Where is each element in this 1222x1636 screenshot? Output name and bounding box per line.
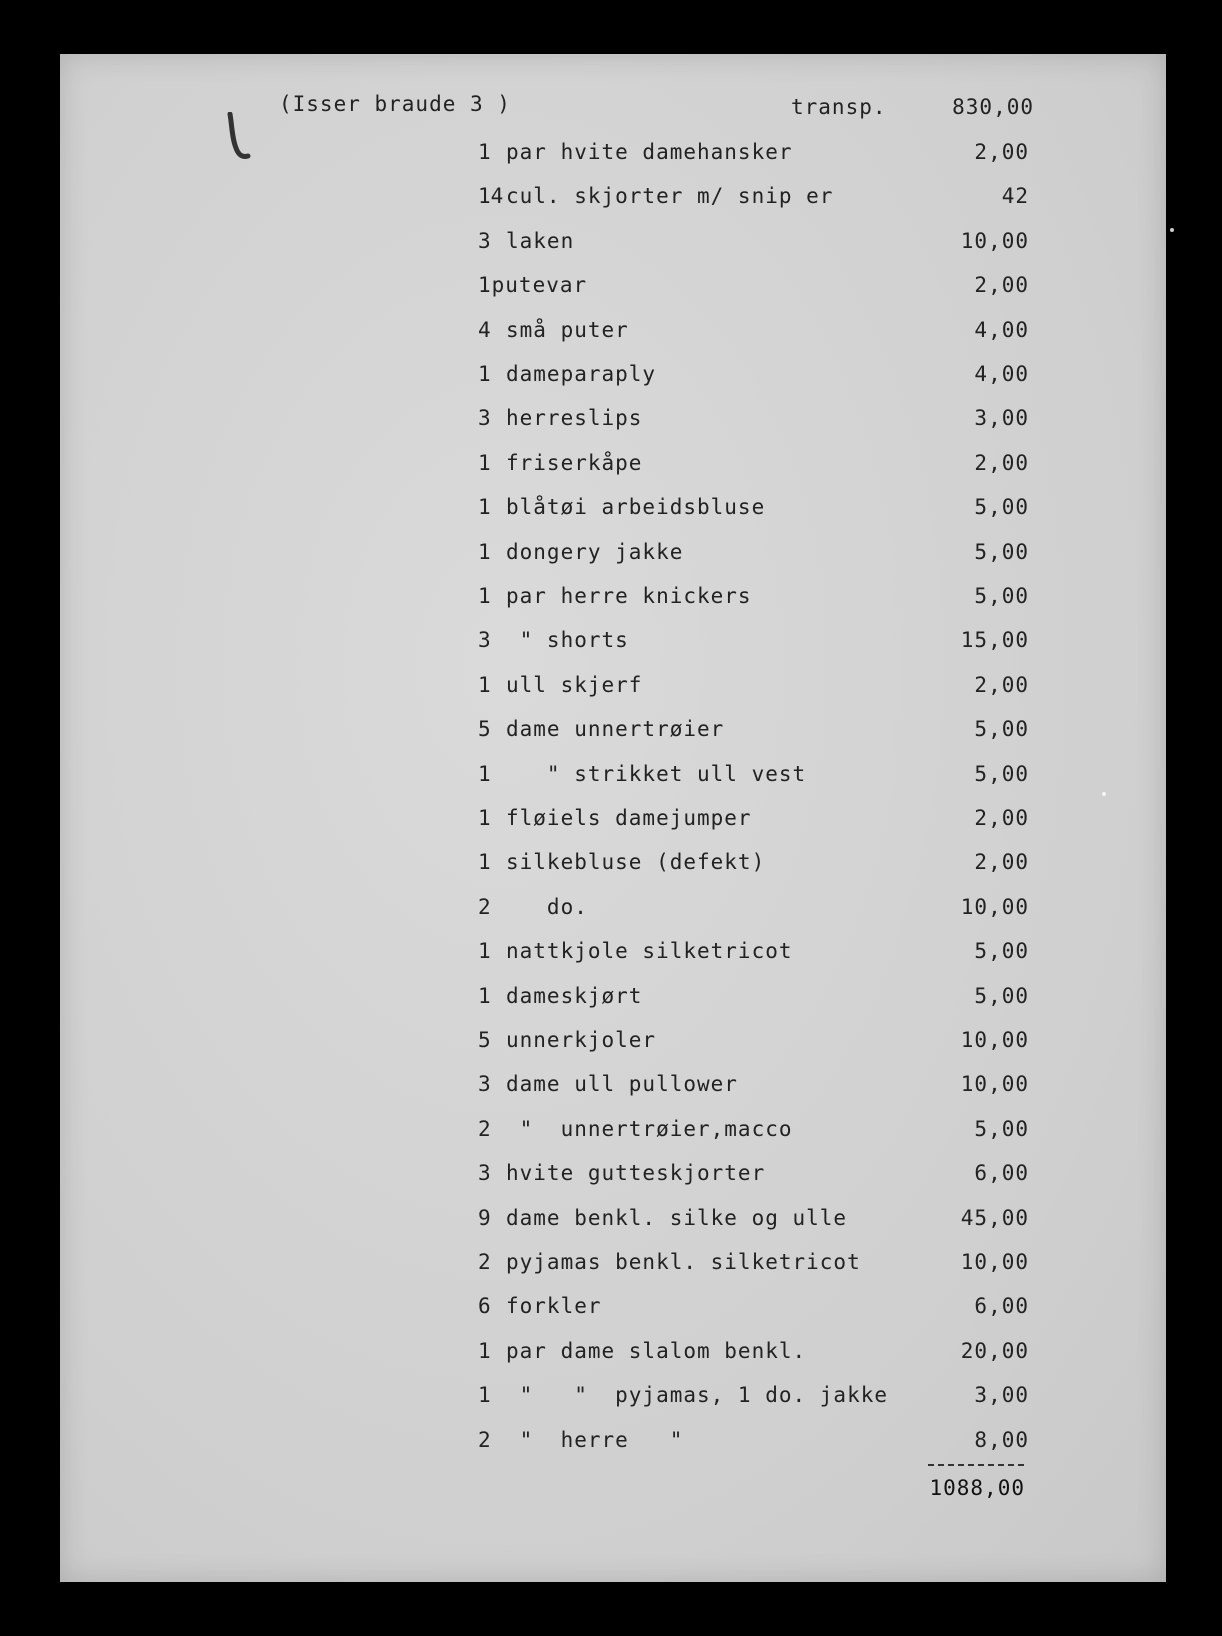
item-amount: 6,00 — [974, 1161, 1029, 1186]
item-quantity: 2 — [478, 1250, 491, 1274]
list-item — [0, 406, 1222, 436]
item-quantity: 14 — [478, 184, 504, 209]
item-quantity: 1 — [478, 539, 491, 564]
list-item — [0, 984, 1222, 1014]
item-amount: 10,00 — [960, 1072, 1029, 1097]
item-amount: 5,00 — [974, 1116, 1029, 1141]
item-description: silkebluse (defekt) — [506, 850, 766, 875]
item-amount: 2,00 — [974, 850, 1029, 875]
item-description: ull skjerf — [506, 672, 643, 697]
total-amount: 1088,00 — [929, 1476, 1025, 1500]
list-item — [0, 850, 1222, 880]
item-quantity: 1 — [478, 806, 491, 830]
list-item — [0, 1383, 1222, 1413]
item-amount: 10,00 — [960, 228, 1029, 253]
item-description: hvite gutteskjorter — [506, 1161, 766, 1186]
item-quantity: 1 — [478, 584, 491, 608]
speck — [1170, 228, 1174, 232]
item-description: par dame slalom benkl. — [506, 1338, 807, 1363]
item-amount: 45,00 — [960, 1205, 1029, 1230]
item-description: par herre knickers — [506, 584, 752, 608]
item-amount: 5,00 — [974, 983, 1029, 1008]
item-description: " unnertrøier,macco — [506, 1116, 793, 1141]
list-item — [0, 1072, 1222, 1102]
item-quantity: 3 — [478, 406, 491, 431]
list-item — [0, 1206, 1222, 1236]
item-description: laken — [506, 228, 575, 253]
item-quantity: 2 — [478, 894, 491, 919]
item-description: " shorts — [506, 628, 629, 653]
item-amount: 2,00 — [974, 450, 1029, 475]
item-quantity: 1 — [478, 495, 491, 520]
item-amount: 15,00 — [960, 628, 1029, 653]
item-description: herreslips — [506, 406, 643, 431]
item-amount: 10,00 — [960, 1250, 1029, 1274]
item-quantity: 1 — [478, 140, 491, 164]
item-amount: 2,00 — [974, 806, 1029, 830]
item-amount: 10,00 — [960, 894, 1029, 919]
list-item — [0, 895, 1222, 925]
item-quantity: 3 — [478, 1072, 491, 1097]
item-quantity: 1 — [478, 362, 491, 386]
list-item — [0, 628, 1222, 658]
list-item — [0, 1028, 1222, 1058]
item-amount: 20,00 — [960, 1338, 1029, 1363]
list-item — [0, 495, 1222, 525]
header-reference: (Isser braude 3 ) — [279, 92, 511, 116]
item-amount: 2,00 — [974, 140, 1029, 164]
list-item — [0, 1428, 1222, 1458]
item-amount: 5,00 — [974, 539, 1029, 564]
item-description: dameskjørt — [506, 983, 643, 1008]
item-description: nattkjole silketricot — [506, 939, 793, 964]
item-quantity: 3 — [478, 1161, 491, 1186]
item-amount: 5,00 — [974, 761, 1029, 786]
header-transp-amount: 830,00 — [952, 95, 1034, 119]
item-quantity: 4 — [478, 317, 491, 342]
item-quantity: 2 — [478, 1116, 491, 1141]
speck — [1102, 792, 1106, 796]
list-item — [0, 806, 1222, 836]
list-item — [0, 140, 1222, 170]
item-amount: 4,00 — [974, 317, 1029, 342]
item-amount: 10,00 — [960, 1028, 1029, 1052]
item-description: små puter — [506, 317, 629, 342]
item-description: dameparaply — [506, 362, 657, 386]
item-description: friserkåpe — [506, 450, 643, 475]
item-description: 1putevar — [478, 273, 588, 298]
item-quantity: 9 — [478, 1205, 491, 1230]
item-amount: 2,00 — [974, 273, 1029, 298]
item-amount: 5,00 — [974, 495, 1029, 520]
header-transp-label: transp. — [791, 95, 887, 119]
list-item — [0, 673, 1222, 703]
list-item — [0, 362, 1222, 392]
item-quantity: 1 — [478, 1383, 491, 1408]
item-quantity: 1 — [478, 761, 491, 786]
item-amount: 3,00 — [974, 406, 1029, 431]
item-amount: 8,00 — [974, 1427, 1029, 1452]
item-description: " strikket ull vest — [506, 761, 807, 786]
item-amount: 5,00 — [974, 584, 1029, 608]
list-item — [0, 584, 1222, 614]
item-description: par hvite damehansker — [506, 140, 793, 164]
item-quantity: 1 — [478, 450, 491, 475]
item-quantity: 1 — [478, 850, 491, 875]
list-item — [0, 1250, 1222, 1280]
item-quantity: 1 — [478, 983, 491, 1008]
item-description: forkler — [506, 1294, 602, 1319]
list-item — [0, 184, 1222, 214]
item-amount: 6,00 — [974, 1294, 1029, 1319]
list-item — [0, 273, 1222, 303]
list-item — [0, 318, 1222, 348]
list-item — [0, 540, 1222, 570]
item-amount: 3,00 — [974, 1383, 1029, 1408]
item-description: do. — [506, 894, 588, 919]
item-description: dame benkl. silke og ulle — [506, 1205, 848, 1230]
list-item — [0, 939, 1222, 969]
item-amount: 5,00 — [974, 717, 1029, 742]
item-description: " herre " — [506, 1427, 684, 1452]
list-item — [0, 1117, 1222, 1147]
item-quantity: 3 — [478, 628, 491, 653]
sum-rule — [928, 1464, 1024, 1466]
item-amount: 5,00 — [974, 939, 1029, 964]
item-description: dongery jakke — [506, 539, 684, 564]
list-item — [0, 229, 1222, 259]
item-description: pyjamas benkl. silketricot — [506, 1250, 861, 1274]
item-quantity: 6 — [478, 1294, 491, 1319]
list-item — [0, 762, 1222, 792]
item-quantity: 5 — [478, 1028, 491, 1052]
item-amount: 2,00 — [974, 672, 1029, 697]
item-quantity: 5 — [478, 717, 491, 742]
list-item — [0, 451, 1222, 481]
item-description: unnerkjoler — [506, 1028, 657, 1052]
list-item — [0, 1339, 1222, 1369]
list-item — [0, 717, 1222, 747]
item-description: dame ull pullower — [506, 1072, 738, 1097]
item-description: cul. skjorter m/ snip er — [506, 184, 834, 209]
item-description: fløiels damejumper — [506, 806, 752, 830]
item-description: dame unnertrøier — [506, 717, 725, 742]
item-description: blåtøi arbeidsbluse — [506, 495, 766, 520]
item-quantity: 3 — [478, 228, 491, 253]
list-item — [0, 1294, 1222, 1324]
item-amount: 4,00 — [974, 362, 1029, 386]
list-item — [0, 1161, 1222, 1191]
item-quantity: 1 — [478, 1338, 491, 1363]
item-amount: 42 — [1001, 184, 1029, 209]
item-quantity: 2 — [478, 1427, 491, 1452]
item-quantity: 1 — [478, 939, 491, 964]
item-quantity: 1 — [478, 672, 491, 697]
item-description: " " pyjamas, 1 do. jakke — [506, 1383, 889, 1408]
